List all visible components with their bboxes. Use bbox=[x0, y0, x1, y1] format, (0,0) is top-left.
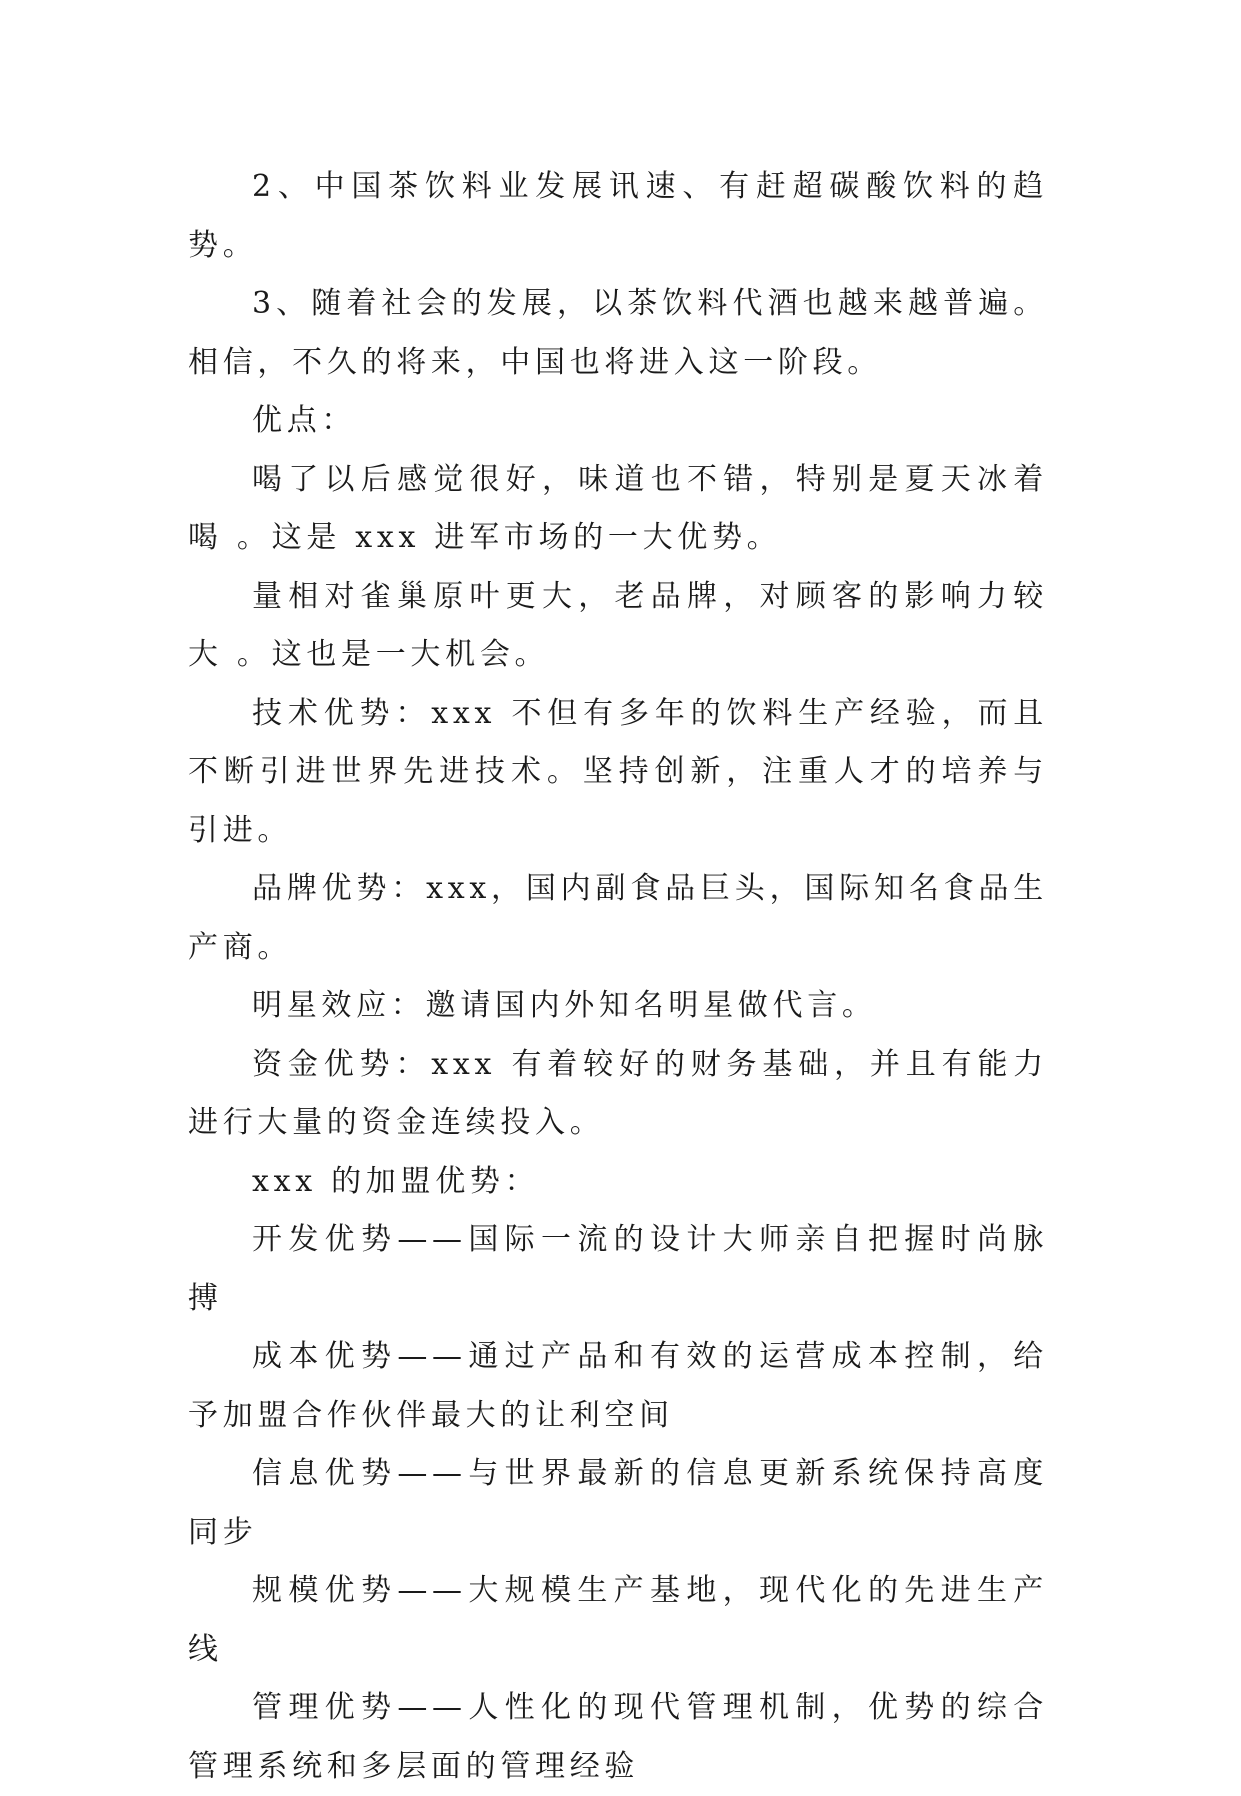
document-body bbox=[188, 158, 1048, 1796]
paragraph-tech-advantage: 技术优势：xxx 不但有多年的饮料生产经验，而且不断引进世界先进技术。坚持创新，注重人才的培养与引进。 bbox=[188, 695, 1048, 848]
paragraph-scale: 规模优势——大规模生产基地，现代化的先进生产线 bbox=[188, 1573, 1048, 1667]
paragraph-advantages-heading: 优点： bbox=[252, 403, 357, 438]
paragraph-trend: 2、中国茶饮料业发展讯速、有赶超碳酸饮料的趋势。 bbox=[188, 169, 1048, 263]
paragraph-cost: 成本优势——通过产品和有效的运营成本控制，给予加盟合作伙伴最大的让利空间 bbox=[188, 1339, 1048, 1433]
paragraph-franchise-heading: xxx 的加盟优势： bbox=[252, 1163, 540, 1199]
paragraph-development: 开发优势——国际一流的设计大师亲自把握时尚脉搏 bbox=[188, 1222, 1048, 1316]
paragraph-taste: 喝了以后感觉很好，味道也不错，特别是夏天冰着喝 。这是 xxx 进军市场的一大优势。 bbox=[188, 461, 1048, 555]
paragraph-brand-advantage: 品牌优势：xxx，国内副食品巨头，国际知名食品生产商。 bbox=[188, 871, 1048, 965]
paragraph-celebrity: 明星效应：邀请国内外知名明星做代言。 bbox=[252, 988, 877, 1023]
paragraph-society: 3、随着社会的发展，以茶饮料代酒也越来越普遍。相信，不久的将来，中国也将进入这一阶段。 bbox=[188, 286, 1048, 380]
paragraph-capital: 资金优势：xxx 有着较好的财务基础，并且有能力进行大量的资金连续投入。 bbox=[188, 1046, 1048, 1140]
paragraph-management: 管理优势——人性化的现代管理机制，优势的综合管理系统和多层面的管理经验 bbox=[188, 1690, 1048, 1784]
paragraph-information: 信息优势——与世界最新的信息更新系统保持高度同步 bbox=[188, 1456, 1048, 1550]
paragraph-brand-volume: 量相对雀巢原叶更大，老品牌，对顾客的影响力较大 。这也是一大机会。 bbox=[188, 578, 1048, 672]
